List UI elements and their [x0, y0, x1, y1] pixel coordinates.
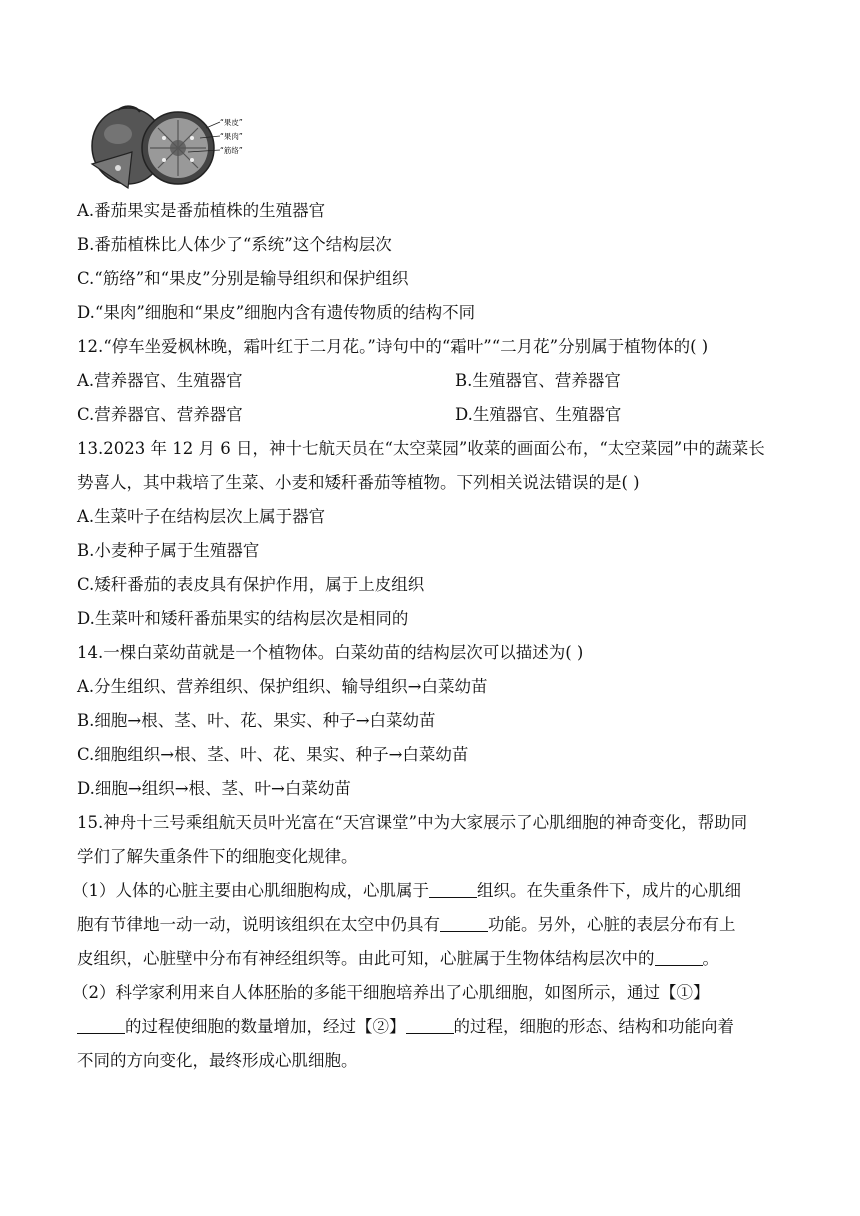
q14-option-d: D.细胞→组织→根、茎、叶→白菜幼苗	[77, 779, 351, 798]
q15-stem-line2: 学们了解失重条件下的细胞变化规律。	[77, 847, 358, 866]
q12-option-d: D.生殖器官、生殖器官	[455, 405, 622, 424]
q12-option-b: B.生殖器官、营养器官	[455, 371, 621, 390]
q15-part2-text-c: 的过程，细胞的形态、结构和功能向着	[453, 1017, 734, 1036]
q15-part1-text-b: 组织。在失重条件下，成片的心肌细	[477, 881, 741, 900]
q12-options-row2	[77, 404, 777, 426]
q15-part2-line2	[77, 1016, 777, 1038]
label-jinluo: “筋络”	[220, 146, 243, 155]
q13-option-d: D.生菜叶和矮秆番茄果实的结构层次是相同的	[77, 609, 409, 628]
q13-option-b: B.小麦种子属于生殖器官	[77, 541, 260, 560]
q15-part1-text-a: （1）人体的心脏主要由心肌细胞构成，心肌属于	[72, 881, 429, 900]
q15-part1-line3	[77, 948, 777, 970]
q15-part1-line1	[72, 880, 772, 902]
q15-part1-text-d: 功能。另外，心脏的表层分布有上	[488, 915, 736, 934]
q12-stem: 12.“停车坐爱枫林晚，霜叶红于二月花。”诗句中的“霜叶”“二月花”分别属于植物体的( )	[77, 337, 709, 356]
q15-part1-line2	[77, 914, 777, 936]
q11-option-a: A.番茄果实是番茄植株的生殖器官	[77, 201, 326, 220]
q14-option-a: A.分生组织、营养组织、保护组织、输导组织→白菜幼苗	[77, 677, 488, 696]
q15-part1-text-f: 。	[702, 949, 719, 968]
q13-option-a: A.生菜叶子在结构层次上属于器官	[77, 507, 326, 526]
q11-option-b: B.番茄植株比人体少了“系统”这个结构层次	[77, 235, 392, 254]
q14-stem: 14.一棵白菜幼苗就是一个植物体。白菜幼苗的结构层次可以描述为( )	[77, 643, 584, 662]
answer-blank-3[interactable]	[655, 949, 703, 966]
q15-part2-text-b: 的过程使细胞的数量增加，经过【②】	[125, 1017, 406, 1036]
answer-blank-4[interactable]	[77, 1017, 125, 1034]
q11-option-d: D.“果肉”细胞和“果皮”细胞内含有遗传物质的结构不同	[77, 303, 476, 322]
q15-part1-text-c: 胞有节律地一动一动，说明该组织在太空中仍具有	[77, 915, 440, 934]
tomato-figure	[88, 102, 260, 190]
q13-option-c: C.矮秆番茄的表皮具有保护作用，属于上皮组织	[77, 575, 425, 594]
q11-option-c: C.“筋络”和“果皮”分别是输导组织和保护组织	[77, 269, 409, 288]
q15-part1-text-e: 皮组织，心脏壁中分布有神经组织等。由此可知，心脏属于生物体结构层次中的	[77, 949, 655, 968]
q15-part2-line3: 不同的方向变化，最终形成心肌细胞。	[77, 1051, 358, 1070]
answer-blank-5[interactable]	[406, 1017, 454, 1034]
q15-stem-line1: 15.神舟十三号乘组航天员叶光富在“天宫课堂”中为大家展示了心肌细胞的神奇变化，帮助同	[77, 813, 748, 832]
q12-option-a: A.营养器官、生殖器官	[77, 371, 243, 390]
q12-options-row1	[77, 370, 777, 392]
q14-option-b: B.细胞→根、茎、叶、花、果实、种子→白菜幼苗	[77, 711, 436, 730]
answer-blank-1[interactable]	[429, 881, 477, 898]
q12-option-c: C.营养器官、营养器官	[77, 405, 243, 424]
tomato-cross-section-icon	[142, 112, 214, 184]
label-guorou: “果肉”	[220, 132, 243, 141]
q13-stem-line2: 势喜人，其中栽培了生菜、小麦和矮秆番茄等植物。下列相关说法错误的是( )	[77, 473, 640, 492]
q14-option-c: C.细胞组织→根、茎、叶、花、果实、种子→白菜幼苗	[77, 745, 469, 764]
q13-stem-line1: 13.2023 年 12 月 6 日，神十七航天员在“太空菜园”收菜的画面公布，“太空菜园”中的蔬菜长	[77, 439, 765, 458]
label-guopi: “果皮”	[220, 118, 243, 127]
answer-blank-2[interactable]	[440, 915, 488, 932]
q15-part2-line1: （2）科学家利用来自人体胚胎的多能干细胞培养出了心肌细胞，如图所示，通过【①】	[72, 983, 710, 1002]
